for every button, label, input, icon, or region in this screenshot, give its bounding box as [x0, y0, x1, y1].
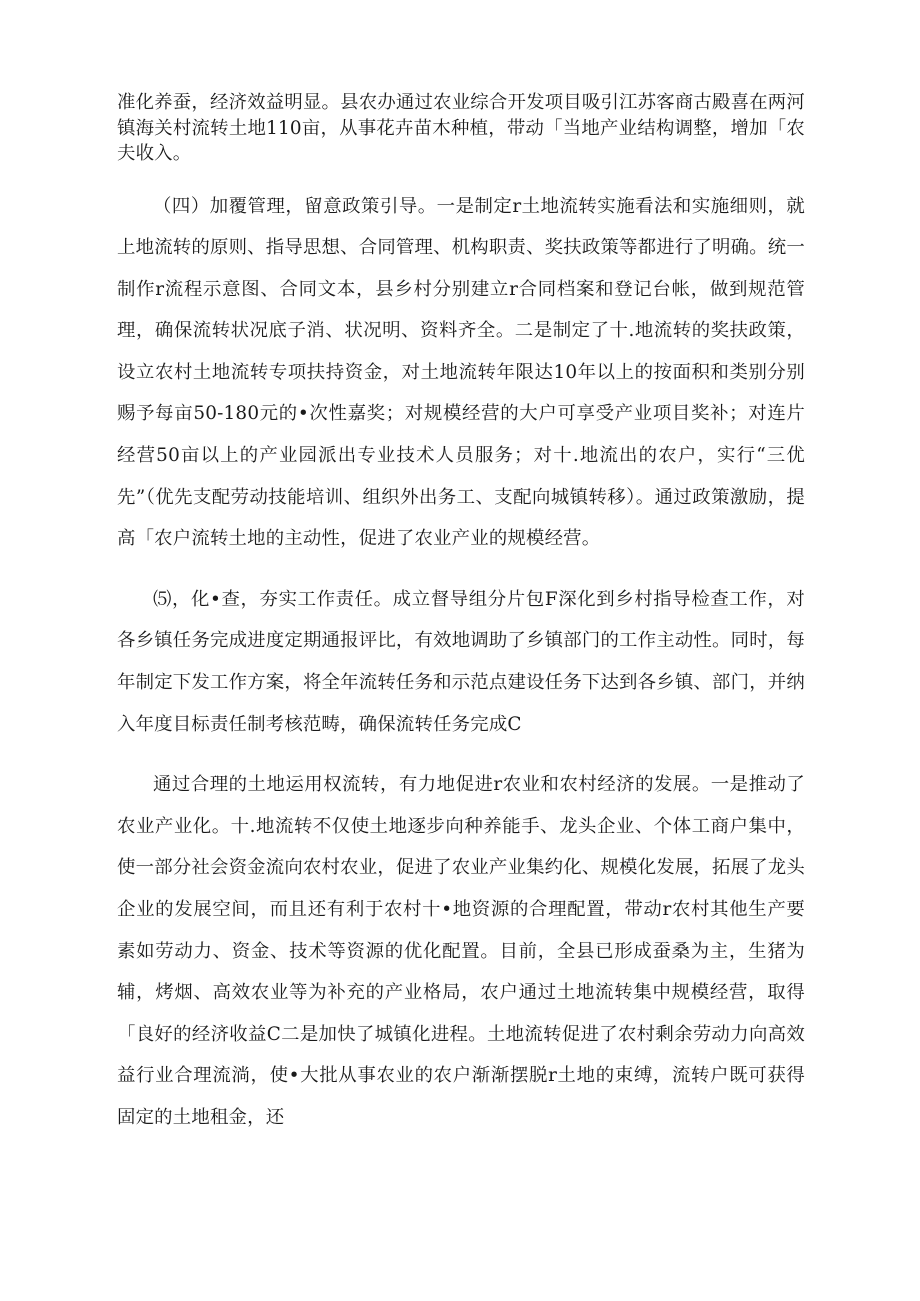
paragraph-development: 通过合理的土地运用权流转，有力地促进r农业和农村经济的发展。一是推动了农业产业化。十.地流转不仅使土地逐步向种养能手、龙头企业、个体工商户集中，使一部分社会资金流向农村农业，促进了农业产业集约化、规模化发展，拓展了龙头企业的发展空间，而且还有利于农村十•地资源的合理配置，带动r农村其他生产要素如劳动力、资金、技术等资源的优化配置。目前，全县已形成蚕桑为主，生猪为辅，烤烟、高效农业等为补充的产业格局，农户通过土地流转集中规模经营，取得「良好的经济收益C二是加快了城镇化进程。土地流转促进了农村剩余劳动力向高效益行业合理流淌，使•大批从事农业的农户渐渐摆脱r土地的束缚，流转户既可获得固定的土地租金，还	[117, 774, 805, 1128]
paragraph-supervision: ⑸，化•查，夯实工作责任。成立督导组分片包F深化到乡村指导检查工作，对各乡镇任务完成进度定期通报评比，有效地调助了乡镇部门的工作主动性。同时，每年制定下发工作方案，将全年流转任务和示范点建设任务下达到各乡镇、部门，并纳入年度目标责任制考核范畴，确保流转任务完成C	[117, 588, 805, 735]
paragraph-continuation: 准化养蚕，经济效益明显。县农办通过农业综合开发项目吸引江苏客商古殿喜在两河镇海关村流转土地110亩，从事花卉苗木种植，带动「当地产业结构调整，增加「农夫收入。	[117, 92, 805, 164]
paragraph-management-policy: （四）加覆管理，留意政策引导。一是制定r土地流转实施看法和实施细则，就上地流转的原则、指导思想、合同管理、机构职责、奖扶政策等都进行了明确。统一制作r流程示意图、合同文本，县乡村分别建立r合同档案和登记台帐，做到规范管理，确保流转状况底子消、状况明、资料齐全。二是制定了十.地流转的奖扶政策，设立农村土地流转专项扶持资金，对土地流转年限达10年以上的按面积和类别分别赐予每亩50-180元的•次性嘉奖；对规模经营的大户可享受产业项目奖补；对连片经营50亩以上的产业园派出专业技术人员服务；对十.地流出的农户，实行“三优先”（优先支配劳动技能培训、组织外出务工、支配向城镇转移）。通过政策激励，提高「农户流转土地的主动性，促进了农业产业的规模经营。	[117, 195, 805, 550]
document-page	[117, 90, 805, 1139]
